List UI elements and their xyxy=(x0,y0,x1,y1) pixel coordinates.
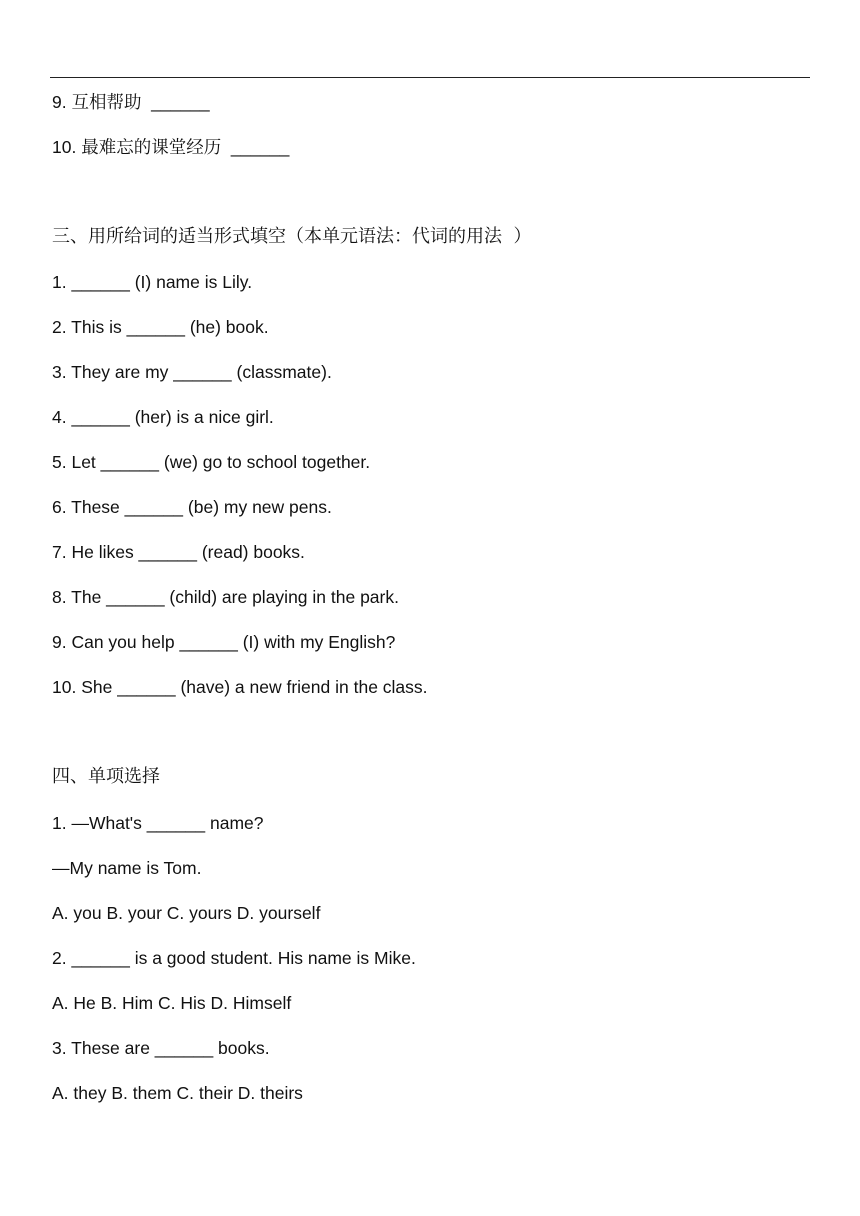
vocab-item-9: 9. 互相帮助 ______ xyxy=(52,92,210,112)
choice-1-question: 1. —What's ______ name? xyxy=(52,813,264,833)
fill-item-7: 7. He likes ______ (read) books. xyxy=(52,542,305,562)
fill-item-1: 1. ______ (I) name is Lily. xyxy=(52,272,253,292)
top-rule xyxy=(50,77,810,78)
section-4-heading: 四、单项选择 xyxy=(52,766,160,787)
fill-item-3: 3. They are my ______ (classmate). xyxy=(52,362,332,382)
vocab-item-10: 10. 最难忘的课堂经历 ______ xyxy=(52,137,290,157)
choice-1-options: A. you B. your C. yours D. yourself xyxy=(52,903,321,923)
choice-1-answer-line: —My name is Tom. xyxy=(52,858,202,878)
fill-item-6: 6. These ______ (be) my new pens. xyxy=(52,497,332,517)
fill-item-4: 4. ______ (her) is a nice girl. xyxy=(52,407,274,427)
choice-3-options: A. they B. them C. their D. theirs xyxy=(52,1083,303,1103)
section-3-heading: 三、用所给词的适当形式填空（本单元语法：代词的用法 ） xyxy=(52,226,532,247)
fill-item-10: 10. She ______ (have) a new friend in the class. xyxy=(52,677,428,697)
fill-item-9: 9. Can you help ______ (I) with my English? xyxy=(52,632,396,652)
choice-2-options: A. He B. Him C. His D. Himself xyxy=(52,993,292,1013)
choice-2-question: 2. ______ is a good student. His name is Mike. xyxy=(52,948,416,968)
fill-item-5: 5. Let ______ (we) go to school together. xyxy=(52,452,371,472)
fill-item-8: 8. The ______ (child) are playing in the park. xyxy=(52,587,399,607)
fill-item-2: 2. This is ______ (he) book. xyxy=(52,317,269,337)
choice-3-question: 3. These are ______ books. xyxy=(52,1038,270,1058)
